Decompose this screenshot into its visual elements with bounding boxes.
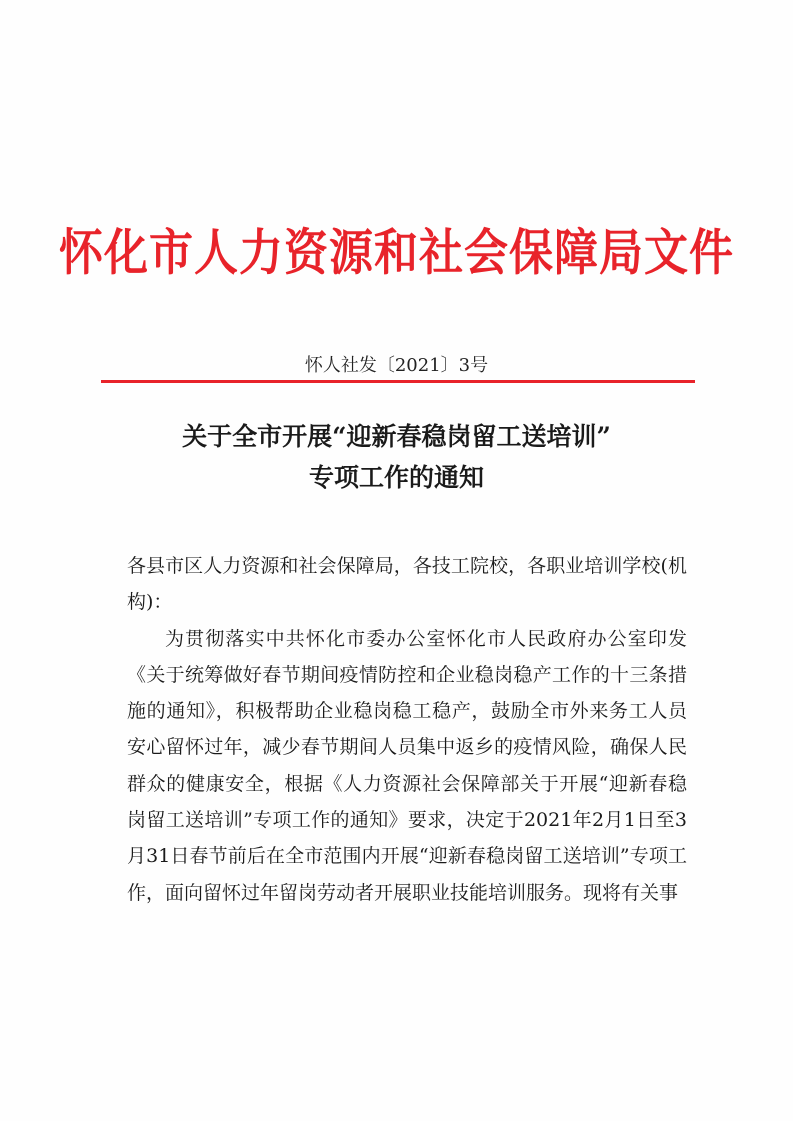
- notice-title-line-2: 专项工作的通知: [308, 463, 484, 492]
- notice-body: [127, 548, 687, 911]
- issuing-authority-title: 怀化市人力资源和社会保障局文件: [59, 224, 734, 282]
- salutation: 各县市区人力资源和社会保障局，各技工院校，各职业培训学校(机构)：: [127, 555, 687, 614]
- document-number: 怀人社发〔2021〕3号: [304, 355, 489, 376]
- notice-title: [0, 416, 793, 498]
- notice-title-line-1: 关于全市开展“迎新春稳岗留工送培训”: [182, 422, 611, 451]
- red-separator-line: [101, 380, 695, 383]
- body-paragraph: 为贯彻落实中共怀化市委办公室怀化市人民政府办公室印发《关于统筹做好春节期间疫情防控和企业稳岗稳产工作的十三条措施的通知》，积极帮助企业稳岗稳工稳产，鼓励全市外来务工人员安心留怀过年，减少春节期间人员集中返乡的疫情风险，确保人民群众的健康安全，根据《人力资源社会保障部关于开展“迎新春稳岗留工送培训”专项工作的通知》要求，决定于2021年2月1日至3月31日春节前后在全市范围内开展“迎新春稳岗留工送培训”专项工作，面向留怀过年留岗劳动者开展职业技能培训服务。现将有关事: [127, 627, 687, 904]
